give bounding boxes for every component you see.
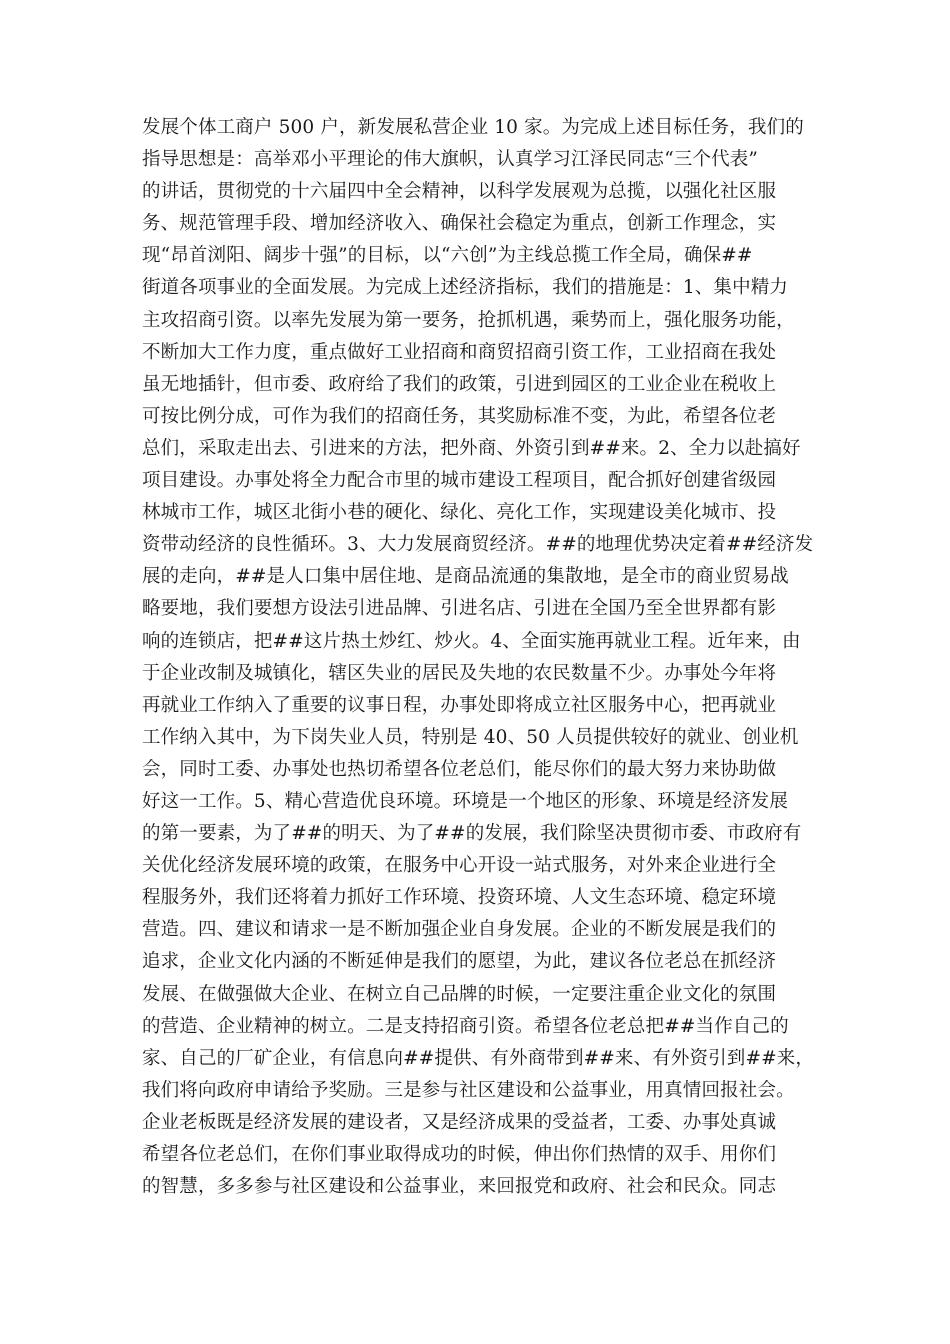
text-line: 可按比例分成，可作为我们的招商任务，其奖励标准不变，为此，希望各位老 bbox=[142, 405, 777, 427]
text-line: 程服务外，我们还将着力抓好工作环境、投资环境、人文生态环境、稳定环境 bbox=[142, 887, 777, 909]
text-line: 再就业工作纳入了重要的议事日程，办事处即将成立社区服务中心，把再就业 bbox=[142, 694, 777, 716]
text-line: 好这一工作。5、精心营造优良环境。环境是一个地区的形象、环境是经济发展 bbox=[142, 790, 789, 812]
text-line: 项目建设。办事处将全力配合市里的城市建设工程项目，配合抓好创建省级园 bbox=[142, 470, 777, 492]
text-line: 的营造、企业精神的树立。二是支持招商引资。希望各位老总把##当作自己的 bbox=[142, 1015, 789, 1037]
text-line: 略要地，我们要想方设法引进品牌、引进名店、引进在全国乃至全世界都有影 bbox=[142, 598, 777, 620]
text-line: 务、规范管理手段、增加经济收入、确保社会稳定为重点，创新工作理念，实 bbox=[142, 213, 777, 235]
text-line: 街道各项事业的全面发展。为完成上述经济指标，我们的措施是：1、集中精力 bbox=[142, 277, 789, 299]
text-line: 于企业改制及城镇化，辖区失业的居民及失地的农民数量不少。办事处今年将 bbox=[142, 662, 777, 684]
text-line: 展的走向，##是人口集中居住地、是商品流通的集散地，是全市的商业贸易战 bbox=[142, 566, 789, 588]
text-line: 不断加大工作力度，重点做好工业招商和商贸招商引资工作，工业招商在我处 bbox=[142, 341, 777, 363]
text-line: 营造。四、建议和请求一是不断加强企业自身发展。企业的不断发展是我们的 bbox=[142, 919, 777, 941]
text-line: 家、自己的厂矿企业，有信息向##提供、有外商带到##来、有外资引到##来， bbox=[142, 1047, 815, 1069]
text-line: 追求，企业文化内涵的不断延伸是我们的愿望，为此，建议各位老总在抓经济 bbox=[142, 951, 777, 973]
text-line: 我们将向政府申请给予奖励。三是参与社区建设和公益事业，用真情回报社会。 bbox=[142, 1079, 795, 1101]
text-line: 的第一要素，为了##的明天、为了##的发展，我们除坚决贯彻市委、市政府有 bbox=[142, 823, 802, 845]
text-line: 关优化经济发展环境的政策，在服务中心开设一站式服务，对外来企业进行全 bbox=[142, 855, 777, 877]
text-line: 的讲话，贯彻党的十六届四中全会精神，以科学发展观为总揽，以强化社区服 bbox=[142, 181, 777, 203]
text-line: 总们，采取走出去、引进来的方法，把外商、外资引到##来。2、全力以赴搞好 bbox=[142, 437, 801, 459]
text-line: 资带动经济的良性循环。3、大力发展商贸经济。##的地理优势决定着##经济发 bbox=[142, 534, 814, 556]
text-line: 指导思想是：高举邓小平理论的伟大旗帜，认真学习江泽民同志“三个代表” bbox=[142, 149, 759, 171]
text-line: 希望各位老总们，在你们事业取得成功的时候，伸出你们热情的双手、用你们 bbox=[142, 1144, 777, 1165]
text-line: 发展、在做强做大企业、在树立自己品牌的时候，一定要注重企业文化的氛围 bbox=[142, 983, 777, 1005]
text-line: 工作纳入其中，为下岗失业人员，特别是 40、50 人员提供较好的就业、创业机 bbox=[142, 726, 799, 748]
text-line: 林城市工作，城区北街小巷的硬化、绿化、亮化工作，实现建设美化城市、投 bbox=[142, 502, 777, 524]
text-line: 虽无地插针，但市委、政府给了我们的政策，引进到园区的工业企业在税收上 bbox=[142, 373, 777, 395]
text-line: 现“昂首浏阳、阔步十强”的目标，以“六创”为主线总揽工作全局，确保## bbox=[142, 245, 753, 267]
text-line: 的智慧，多多参与社区建设和公益事业，来回报党和政府、社会和民众。同志 bbox=[142, 1176, 777, 1198]
body-text bbox=[142, 112, 822, 1203]
text-line: 会，同时工委、办事处也热切希望各位老总们，能尽你们的最大努力来协助做 bbox=[142, 758, 777, 780]
text-line: 企业老板既是经济发展的建设者，又是经济成果的受益者，工委、办事处真诚 bbox=[142, 1111, 777, 1133]
text-line: 发展个体工商户 500 户，新发展私营企业 10 家。为完成上述目标任务，我们的 bbox=[142, 117, 804, 138]
text-line: 主攻招商引资。以率先发展为第一要务，抢抓机遇，乘势而上，强化服务功能， bbox=[142, 309, 795, 331]
text-line: 响的连锁店，把##这片热土炒红、炒火。4、全面实施再就业工程。近年来，由 bbox=[142, 630, 801, 652]
